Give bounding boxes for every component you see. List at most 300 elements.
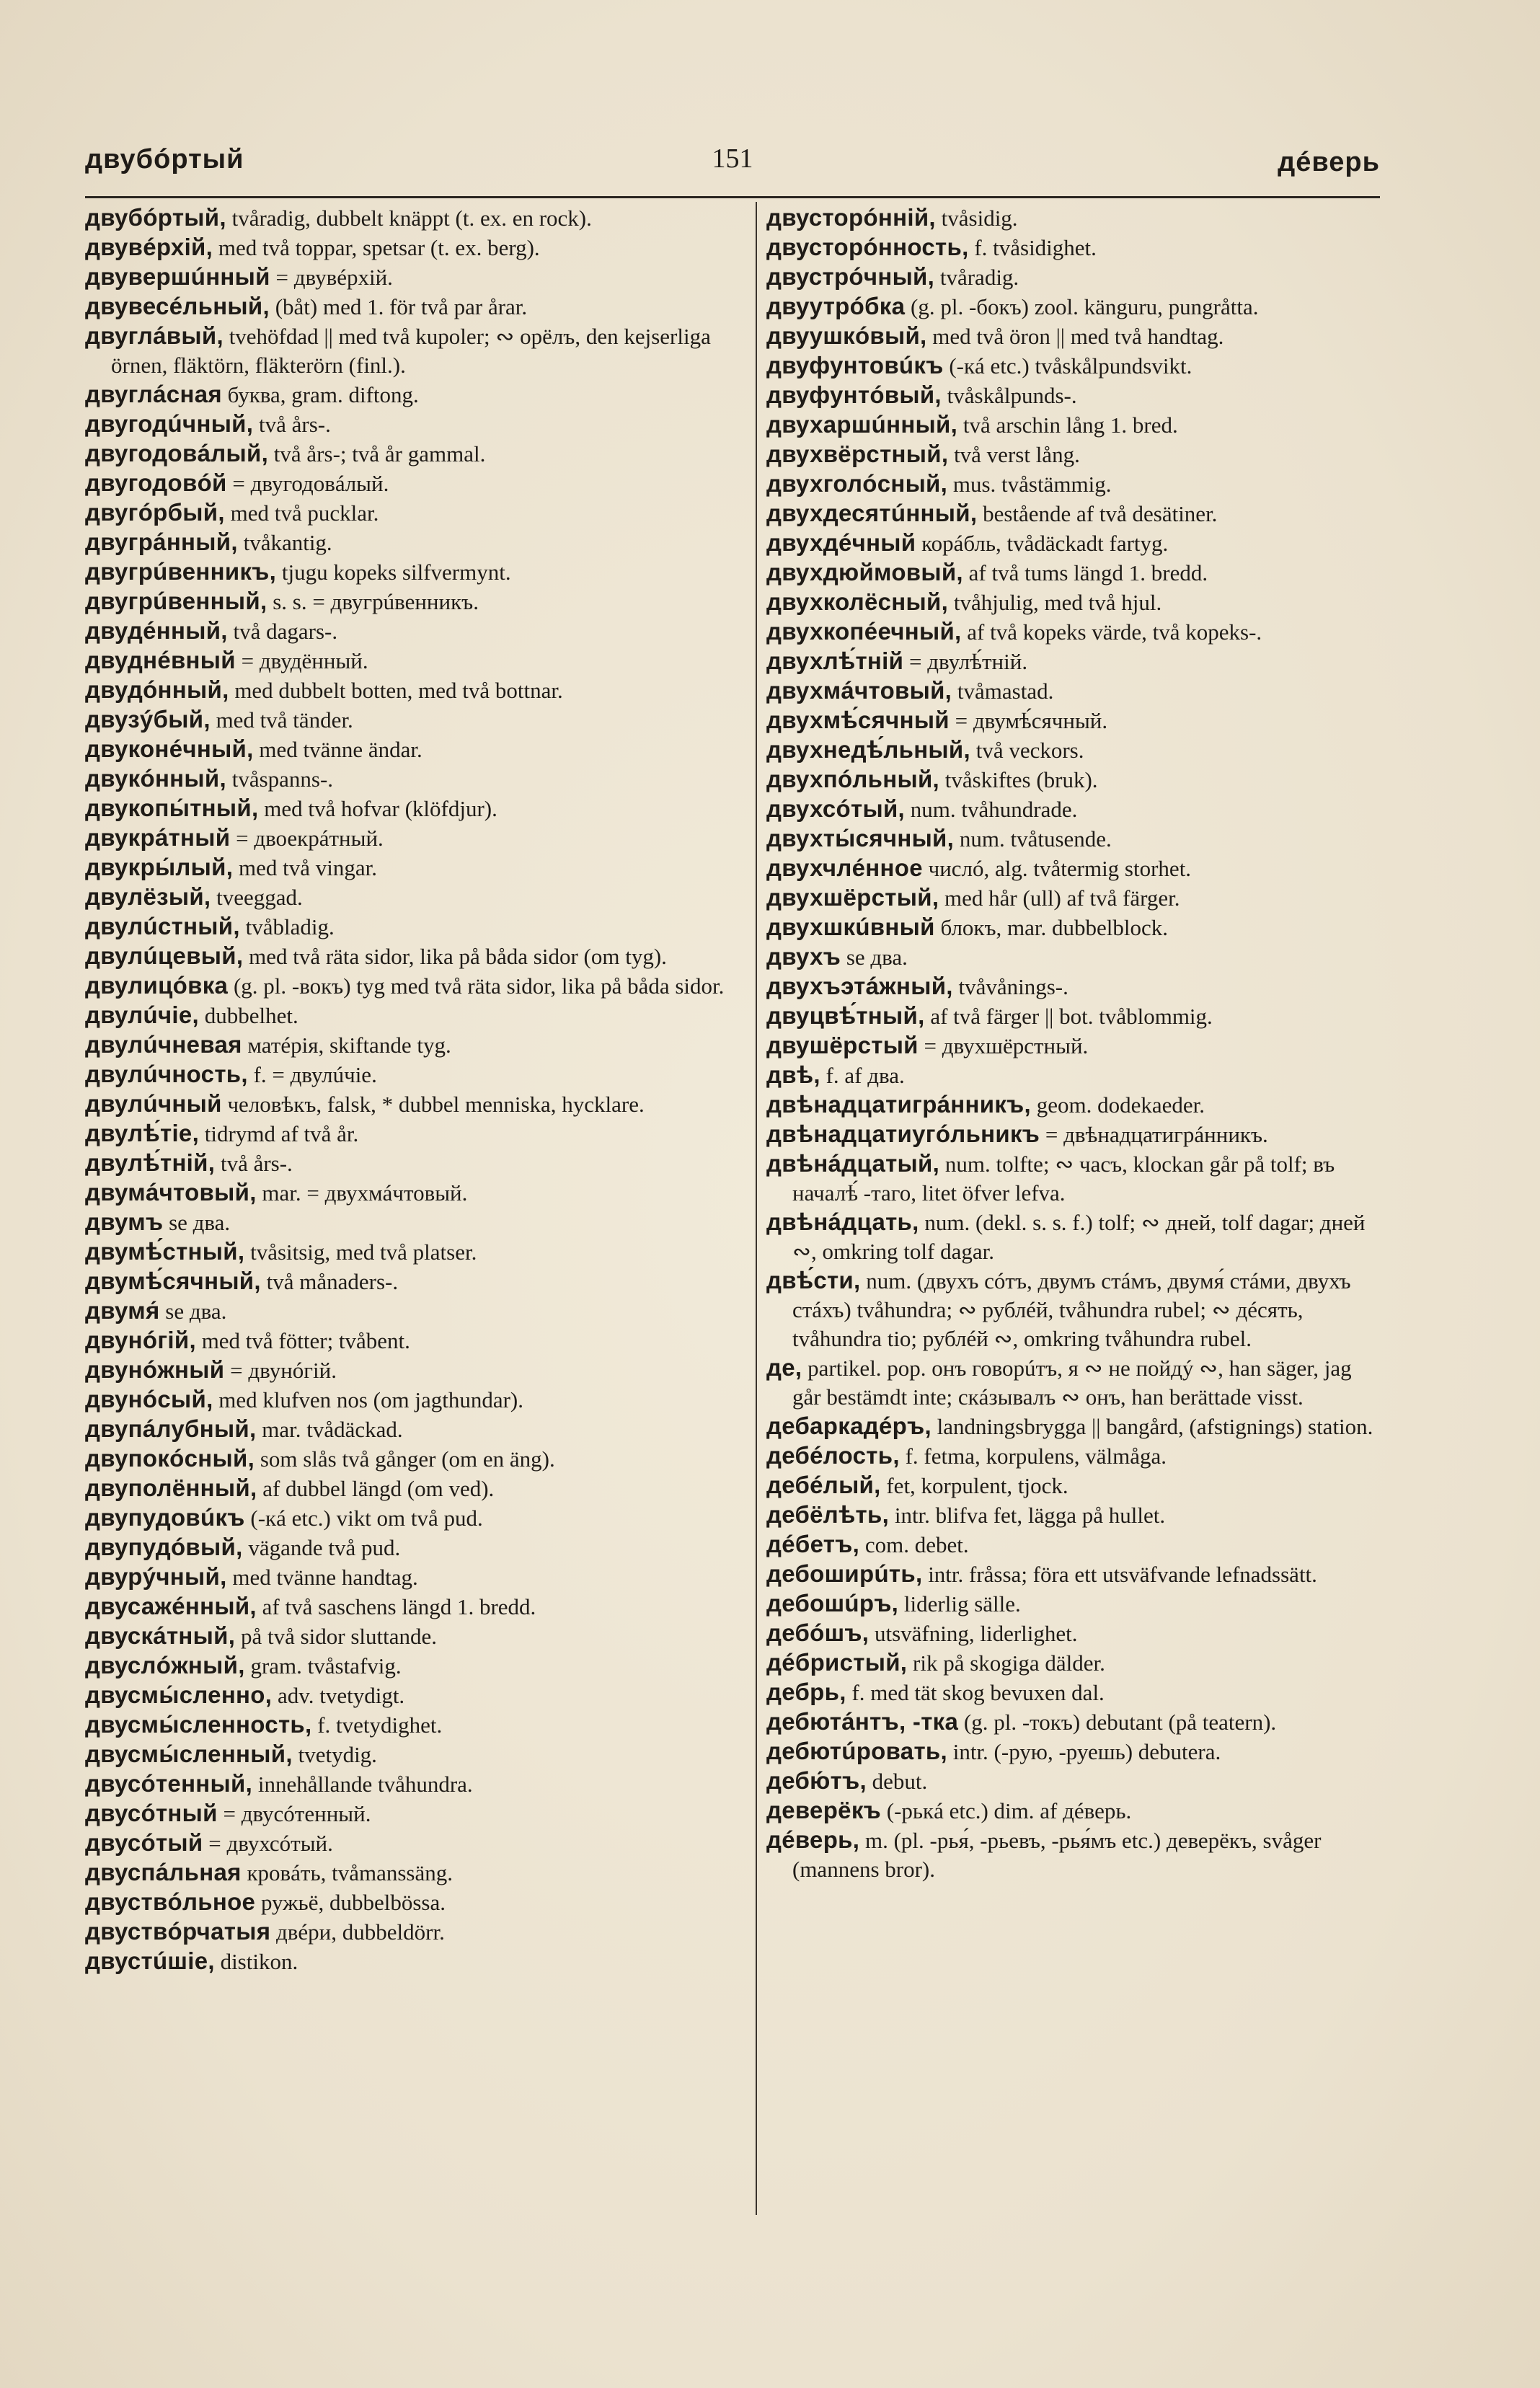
entry-headword: дебёлѣть, — [766, 1501, 890, 1528]
entry-definition: f. fetma, korpulens, välmåga. — [899, 1443, 1167, 1469]
entry-definition: mus. tvåstämmig. — [947, 472, 1112, 497]
dictionary-entry — [766, 558, 1379, 588]
entry-headword: дебютáнтъ, -тка — [766, 1708, 959, 1735]
entry-headword: двумѣ́сячный, — [85, 1268, 261, 1294]
entry-headword: двуствóльное — [85, 1888, 256, 1915]
entry-definition: (-рькá etc.) dim. af дéверь. — [881, 1798, 1132, 1823]
entry-definition: = двумѣ́сячный. — [949, 708, 1108, 733]
entry-definition: tvåradig, dubbelt knäppt (t. ex. en rock). — [226, 205, 592, 231]
entry-headword: двуушкóвый, — [766, 322, 927, 349]
entry-definition: = двугодовáлый. — [226, 471, 389, 496]
dictionary-entry — [85, 676, 743, 705]
dictionary-entry — [766, 1208, 1379, 1266]
entry-definition: = двулѣ́тнiй. — [903, 649, 1028, 674]
entry-definition: af två färger || bot. tvåblommig. — [924, 1004, 1213, 1029]
dictionary-entry — [85, 1533, 743, 1562]
entry-headword: двухдесятúнный, — [766, 500, 978, 526]
entry-headword: двуслóжный, — [85, 1652, 245, 1679]
entry-definition: (-кá etc.) tvåskålpundsvikt. — [943, 353, 1192, 379]
entry-definition: liderlig sälle. — [898, 1591, 1021, 1617]
entry-definition: = двухшёрстный. — [918, 1033, 1089, 1058]
entry-headword: дéверь, — [766, 1826, 860, 1853]
entry-headword: двухмáчтовый, — [766, 677, 952, 704]
dictionary-entry — [766, 588, 1379, 617]
dictionary-entry — [766, 1766, 1379, 1796]
entry-definition: två års-. — [215, 1151, 293, 1176]
dictionary-entry — [85, 203, 743, 233]
dictionary-entry — [85, 528, 743, 557]
entry-definition: tidrymd af två år. — [199, 1121, 359, 1146]
entry-definition: partikel. pop. онъ говорúтъ, я ∾ не пойдý ∾, han säger, jag går bestämdt inte; скáзывалъ ∾ онъ, han berättade visst. — [792, 1356, 1352, 1410]
dictionary-entry — [766, 381, 1379, 410]
entry-definition: tvåbladig. — [239, 914, 335, 939]
entry-definition: af två kopeks värde, två kopeks-. — [961, 619, 1262, 645]
entry-headword: двупокóсный, — [85, 1445, 255, 1472]
entry-headword: двупáлубный, — [85, 1415, 257, 1442]
dictionary-entry — [85, 1001, 743, 1030]
dictionary-entry — [85, 410, 743, 439]
entry-definition: tjugu kopeks silfvermynt. — [276, 560, 511, 585]
entry-headword: двувершúнный — [85, 263, 270, 290]
entry-headword: двулѣ́тiе, — [85, 1120, 200, 1146]
dictionary-entry — [85, 1828, 743, 1858]
entry-definition: = двувéрхiй. — [270, 265, 393, 290]
dictionary-entry — [766, 1120, 1379, 1149]
entry-headword: двухпóльный, — [766, 766, 940, 792]
entry-headword: двухчлéнное — [766, 854, 923, 881]
entry-headword: двулúчный — [85, 1090, 222, 1117]
entry-headword: двуконéчный, — [85, 735, 254, 762]
entry-headword: двугодúчный, — [85, 410, 254, 437]
entry-definition: m. (pl. -рья́, -рьевъ, -рья́мъ etc.) деверёкъ, svåger (mannens bror). — [792, 1828, 1322, 1882]
entry-definition: num. (dekl. s. s. f.) tolf; ∾ дней, tolf dagar; дней ∾, omkring tolf dagar. — [792, 1210, 1366, 1264]
dictionary-entry — [766, 262, 1379, 292]
entry-definition: (g. pl. -вокъ) tyg med två räta sidor, lika på båda sidor. — [228, 973, 725, 999]
entry-headword: двулёзый, — [85, 883, 211, 910]
dictionary-entry — [766, 913, 1379, 942]
dictionary-entry — [766, 972, 1379, 1001]
entry-definition: (g. pl. -бокъ) zool. känguru, pungråtta. — [905, 294, 1259, 319]
entry-headword: двугóрбый, — [85, 499, 225, 526]
entry-definition: = двусóтенный. — [217, 1801, 371, 1826]
dictionary-entry — [766, 203, 1379, 233]
entry-definition: vägande två pud. — [242, 1535, 401, 1560]
entry-headword: двусóтенный, — [85, 1770, 253, 1797]
entry-definition: distikon. — [214, 1949, 298, 1974]
entry-definition: tvåvånings-. — [952, 974, 1068, 999]
entry-headword: двухдюймовый, — [766, 559, 963, 585]
entry-definition: rik på skogiga dälder. — [907, 1650, 1105, 1676]
entry-definition: tvetydig. — [292, 1742, 377, 1767]
entry-definition: adv. tvetydigt. — [272, 1683, 405, 1708]
page-number: 151 — [712, 143, 753, 174]
entry-headword: двухкопéечный, — [766, 618, 962, 645]
entry-headword: двусóтый — [85, 1829, 203, 1856]
dictionary-entry — [766, 1796, 1379, 1826]
dictionary-entry — [85, 439, 743, 469]
dictionary-entry — [85, 1681, 743, 1710]
entry-headword: двусмы́сленно, — [85, 1681, 273, 1708]
entry-headword: де, — [766, 1354, 802, 1381]
dictionary-entry — [85, 1503, 743, 1533]
entry-headword: двуцвѣ́тный, — [766, 1002, 925, 1029]
dictionary-entry — [85, 1385, 743, 1415]
dictionary-entry — [85, 1917, 743, 1947]
entry-definition: двéри, dubbeldörr. — [270, 1919, 445, 1945]
entry-headword: двугрúвенный, — [85, 588, 267, 614]
dictionary-entry — [766, 1471, 1379, 1500]
entry-headword: двускáтный, — [85, 1622, 236, 1649]
dictionary-entry — [766, 469, 1379, 499]
entry-definition: матéрiя, skiftande tyg. — [242, 1032, 451, 1058]
entry-definition: intr. blifva fet, lägga på hullet. — [889, 1503, 1166, 1528]
dictionary-entry — [766, 676, 1379, 706]
dictionary-entry — [766, 1589, 1379, 1619]
entry-definition: tvåspanns-. — [226, 766, 334, 792]
entry-headword: двустрóчный, — [766, 263, 935, 290]
dictionary-entry — [766, 1441, 1379, 1471]
dictionary-entry — [766, 1648, 1379, 1678]
entry-definition: intr. fråssa; föra ett utsväfvande lefnadssätt. — [922, 1562, 1317, 1587]
entry-definition: två verst lång. — [948, 442, 1080, 467]
entry-headword: двумя́ — [85, 1297, 160, 1324]
entry-headword: двулúчневая — [85, 1031, 242, 1058]
dictionary-entry — [766, 706, 1379, 735]
entry-definition: корáбль, tvådäckadt fartyg. — [916, 531, 1169, 556]
entry-definition: f. tvåsidighet. — [968, 235, 1097, 260]
entry-headword: двунóжный — [85, 1356, 225, 1383]
dictionary-entry — [766, 795, 1379, 824]
entry-headword: двѣнáдцатый, — [766, 1150, 940, 1177]
entry-headword: двѣнадцатигрáнникъ, — [766, 1091, 1031, 1118]
dictionary-entry — [766, 942, 1379, 972]
entry-definition: landningsbrygga || bangård, (afstignings) station. — [931, 1414, 1373, 1439]
entry-definition: gram. tvåstafvig. — [244, 1653, 402, 1679]
dictionary-entry — [85, 1296, 743, 1326]
entry-definition: mar. = двухмáчтовый. — [256, 1180, 468, 1206]
entry-definition: två arschin lång 1. bred. — [957, 412, 1178, 438]
entry-headword: двунóсый, — [85, 1386, 213, 1412]
entry-definition: num. tvåtusende. — [954, 826, 1112, 852]
dictionary-entry — [85, 1237, 743, 1267]
entry-headword: двуглáвый, — [85, 322, 224, 349]
entry-headword: двухлѣ́тнiй — [766, 647, 904, 674]
entry-definition: af två tums längd 1. bredd. — [962, 560, 1208, 585]
dictionary-entry — [766, 1530, 1379, 1560]
dictionary-entry — [85, 1799, 743, 1828]
entry-definition: tvåsitsig, med två platser. — [244, 1239, 477, 1265]
entry-definition: utsväfning, liderlighet. — [869, 1621, 1078, 1646]
entry-headword: двубóртый, — [85, 204, 226, 231]
entry-headword: двугрáнный, — [85, 529, 238, 555]
entry-definition: f. med tät skog bevuxen dal. — [846, 1680, 1105, 1705]
entry-headword: дéбристый, — [766, 1649, 908, 1676]
entry-headword: двугрúвенникъ, — [85, 558, 277, 585]
entry-headword: двухъ — [766, 943, 841, 970]
entry-definition: mar. tvådäckad. — [256, 1417, 403, 1442]
entry-definition: tvåskålpunds-. — [941, 383, 1077, 408]
entry-headword: двусмы́сленный, — [85, 1741, 293, 1767]
entry-headword: дебютúровать, — [766, 1738, 947, 1764]
right-column — [766, 203, 1379, 1884]
dictionary-entry — [85, 971, 743, 1001]
entry-definition: debut. — [866, 1769, 928, 1794]
dictionary-entry — [85, 1060, 743, 1089]
dictionary-entry — [766, 1266, 1379, 1353]
dictionary-entry — [766, 824, 1379, 854]
entry-headword: двѣ, — [766, 1061, 820, 1088]
entry-headword: двухдéчный — [766, 529, 916, 556]
dictionary-entry — [85, 1119, 743, 1149]
entry-headword: дебоширúть, — [766, 1560, 923, 1587]
dictionary-entry — [766, 1412, 1379, 1441]
entry-definition: числó, alg. tvåtermig storhet. — [922, 856, 1192, 881]
entry-headword: дéбетъ, — [766, 1531, 860, 1557]
entry-definition: af dubbel längd (om ved). — [257, 1476, 495, 1501]
dictionary-entry — [85, 1740, 743, 1769]
entry-headword: дебéлость, — [766, 1442, 900, 1469]
dictionary-entry — [85, 1888, 743, 1917]
entry-headword: двусторóнность, — [766, 234, 969, 260]
entry-headword: двувесéльный, — [85, 293, 270, 319]
entry-definition: innehållande tvåhundra. — [252, 1772, 473, 1797]
dictionary-entry — [85, 498, 743, 528]
entry-headword: дебю́тъ, — [766, 1767, 867, 1794]
entry-headword: двумѣ́стный, — [85, 1238, 245, 1265]
dictionary-entry — [766, 735, 1379, 765]
dictionary-entry — [85, 557, 743, 587]
entry-headword: двулúчность, — [85, 1061, 248, 1087]
entry-headword: двузýбый, — [85, 706, 211, 733]
entry-headword: двувéрхiй, — [85, 234, 213, 260]
entry-headword: двусóтный — [85, 1800, 218, 1826]
entry-headword: двуднéвный — [85, 647, 236, 673]
dictionary-entry — [766, 410, 1379, 440]
dictionary-entry — [85, 1947, 743, 1976]
entry-definition: s. s. = двугрúвенникъ. — [267, 589, 479, 614]
dictionary-entry — [766, 765, 1379, 795]
dictionary-entry — [766, 1619, 1379, 1648]
entry-headword: двугодовáлый, — [85, 440, 269, 466]
entry-definition: com. debet. — [859, 1532, 969, 1557]
entry-definition: tvåhjulig, med två hjul. — [948, 590, 1162, 615]
dictionary-entry — [766, 529, 1379, 558]
entry-headword: двухнедѣ́льный, — [766, 736, 970, 763]
dictionary-entry — [766, 1061, 1379, 1090]
entry-headword: двудóнный, — [85, 676, 229, 703]
dictionary-entry — [766, 1678, 1379, 1707]
dictionary-entry — [85, 705, 743, 735]
dictionary-entry — [85, 1326, 743, 1356]
entry-definition: med två toppar, spetsar (t. ex. berg). — [213, 235, 540, 260]
entry-headword: двупудовúкъ — [85, 1504, 245, 1531]
entry-definition: geom. dodekaeder. — [1031, 1092, 1205, 1118]
entry-definition: tvåsidig. — [935, 205, 1018, 231]
entry-headword: двугодовóй — [85, 469, 227, 496]
entry-headword: двухмѣ́сячный — [766, 707, 950, 733]
entry-headword: двулúцевый, — [85, 942, 244, 969]
dictionary-entry — [85, 1208, 743, 1237]
dictionary-entry — [85, 883, 743, 912]
entry-definition: med två fötter; tvåbent. — [195, 1328, 410, 1353]
entry-definition: två års-. — [253, 412, 331, 437]
page-header — [85, 137, 1380, 195]
dictionary-entry — [85, 646, 743, 676]
entry-definition: tveeggad. — [211, 885, 303, 910]
entry-definition: två dagars-. — [227, 619, 338, 644]
entry-definition: med två öron || med två handtag. — [926, 324, 1224, 349]
entry-headword: двуполённый, — [85, 1474, 257, 1501]
entry-headword: двухголóсный, — [766, 470, 948, 497]
entry-headword: дебошúръ, — [766, 1590, 899, 1617]
header-last-word: дéверь — [1278, 147, 1380, 177]
entry-definition: кровáть, tvåmanssäng. — [241, 1860, 453, 1885]
entry-definition: två års-; två år gammal. — [268, 441, 486, 466]
entry-headword: дебаркадéръ, — [766, 1412, 931, 1439]
entry-definition: med två räta sidor, lika på båda sidor (om tyg). — [243, 944, 667, 969]
entry-headword: двукóнный, — [85, 765, 226, 792]
entry-definition: två månaders-. — [260, 1269, 399, 1294]
entry-headword: двусторóннiй, — [766, 204, 936, 231]
entry-definition: med dubbelt botten, med två bottnar. — [229, 678, 563, 703]
dictionary-entry — [766, 1090, 1379, 1120]
entry-headword: двудéнный, — [85, 617, 228, 644]
entry-headword: двулúчiе, — [85, 1001, 199, 1028]
dictionary-entry — [766, 1737, 1379, 1766]
entry-headword: двѣнáдцать, — [766, 1208, 919, 1235]
dictionary-entry — [85, 1592, 743, 1622]
entry-definition: se два. — [163, 1210, 231, 1235]
entry-headword: двухаршúнный, — [766, 411, 958, 438]
dictionary-entry — [85, 1562, 743, 1592]
entry-definition: = двоекрáтный. — [230, 826, 384, 851]
dictionary-entry — [85, 1089, 743, 1119]
dictionary-entry — [85, 322, 743, 380]
dictionary-entry — [85, 1622, 743, 1651]
header-rule — [85, 196, 1380, 198]
dictionary-entry — [85, 262, 743, 292]
dictionary-entry — [766, 292, 1379, 322]
entry-definition: = двудённый. — [235, 648, 368, 673]
dictionary-entry — [85, 1474, 743, 1503]
dictionary-entry — [85, 233, 743, 262]
dictionary-entry — [85, 1178, 743, 1208]
left-column — [85, 203, 743, 1976]
dictionary-entry — [766, 1707, 1379, 1737]
entry-headword: двушёрстый — [766, 1032, 919, 1058]
entry-definition: af två saschens längd 1. bredd. — [256, 1594, 536, 1619]
dictionary-entry — [85, 292, 743, 322]
entry-definition: två veckors. — [970, 738, 1084, 763]
entry-definition: человѣкъ, falsk, * dubbel menniska, hycklare. — [221, 1092, 645, 1117]
dictionary-entry — [85, 823, 743, 853]
entry-headword: двухшёрстый, — [766, 884, 939, 911]
dictionary-entry — [85, 1710, 743, 1740]
dictionary-entry — [766, 351, 1379, 381]
entry-definition: = двунóгiй. — [224, 1358, 337, 1383]
dictionary-entry — [85, 1769, 743, 1799]
entry-headword: двухсóтый, — [766, 795, 906, 822]
entry-headword: дебéлый, — [766, 1472, 881, 1498]
entry-definition: intr. (-рую, -руешь) debutera. — [947, 1739, 1221, 1764]
entry-definition: med två pucklar. — [224, 500, 379, 526]
entry-headword: двухколёсный, — [766, 588, 949, 615]
dictionary-entry — [766, 1826, 1379, 1884]
entry-definition: num. tolfte; ∾ часъ, klockan går på tolf; въ началѣ́ -таго, litet öfver lefva. — [792, 1151, 1335, 1206]
dictionary-entry — [766, 1353, 1379, 1412]
entry-headword: двѣнадцатиугóльникъ — [766, 1120, 1040, 1147]
entry-definition: tvåmastad. — [952, 678, 1054, 704]
dictionary-entry — [766, 1031, 1379, 1061]
entry-headword: двукрáтный — [85, 824, 231, 851]
entry-definition: ружьё, dubbelbössa. — [255, 1890, 446, 1915]
dictionary-entry — [85, 794, 743, 823]
dictionary-entry — [766, 617, 1379, 647]
entry-definition: med två hofvar (klöfdjur). — [258, 796, 497, 821]
entry-definition: tvåkantig. — [237, 530, 332, 555]
entry-definition: буква, gram. diftong. — [221, 382, 419, 407]
entry-headword: двухшкúвный — [766, 914, 935, 940]
entry-definition: блокъ, mar. dubbelblock. — [934, 915, 1168, 940]
entry-headword: двухты́сячный, — [766, 825, 955, 852]
dictionary-entry — [85, 853, 743, 883]
dictionary-entry — [85, 735, 743, 764]
dictionary-entry — [766, 233, 1379, 262]
dictionary-entry — [766, 647, 1379, 676]
entry-headword: дебóшъ, — [766, 1619, 869, 1646]
entry-headword: деверёкъ — [766, 1797, 881, 1823]
entry-definition: f. tvetydighet. — [311, 1712, 443, 1738]
entry-definition: tvehöfdad || med två kupoler; ∾ орёлъ, den kejserliga örnen, fläktörn, fläkterörn (finl.). — [111, 324, 711, 378]
entry-definition: = двѣнадцатигрáнникъ. — [1040, 1122, 1268, 1147]
dictionary-entry — [766, 322, 1379, 351]
entry-headword: двурýчный, — [85, 1563, 227, 1590]
entry-headword: двусмы́сленность, — [85, 1711, 312, 1738]
entry-headword: двуствóрчатыя — [85, 1918, 271, 1945]
dictionary-entry — [766, 1001, 1379, 1031]
entry-definition: num. tvåhundrade. — [905, 797, 1078, 822]
entry-headword: двуфунтóвый, — [766, 381, 942, 408]
dictionary-entry — [766, 883, 1379, 913]
dictionary-entry — [85, 1149, 743, 1178]
entry-headword: двумáчтовый, — [85, 1179, 257, 1206]
dictionary-entry — [85, 912, 743, 942]
dictionary-entry — [85, 942, 743, 971]
entry-definition: tvåskiftes (bruk). — [939, 767, 1098, 792]
entry-definition: (-кá etc.) vikt om två pud. — [244, 1505, 483, 1531]
entry-headword: двуфунтовúкъ — [766, 352, 944, 379]
dictionary-entry — [85, 380, 743, 410]
entry-definition: som slås två gånger (om en äng). — [255, 1446, 555, 1472]
entry-headword: двустúшiе, — [85, 1947, 215, 1974]
entry-definition: num. (двухъ сóтъ, двумъ стáмъ, двумя́ стáми, двухъ стáхъ) tvåhundra; ∾ рублéй, tvåhundra rubel; ∾ дéсять, tvåhundra tio; рублéй ∾, omkring tvåhundra rubel. — [792, 1268, 1351, 1351]
entry-definition: dubbelhet. — [199, 1003, 298, 1028]
entry-definition: på två sidor sluttande. — [235, 1624, 438, 1649]
dictionary-entry — [766, 440, 1379, 469]
entry-definition: fet, korpulent, tjock. — [880, 1473, 1068, 1498]
dictionary-entry — [766, 1560, 1379, 1589]
entry-definition: tvåradig. — [934, 265, 1019, 290]
entry-headword: двумъ — [85, 1208, 164, 1235]
entry-headword: двулицóвка — [85, 972, 229, 999]
entry-definition: f. = двулúчiе. — [247, 1062, 377, 1087]
entry-headword: двулúстный, — [85, 913, 240, 939]
entry-headword: двуутрóбка — [766, 293, 906, 319]
dictionary-entry — [766, 1149, 1379, 1208]
entry-definition: = двухсóтый. — [203, 1831, 333, 1856]
dictionary-entry — [766, 1500, 1379, 1530]
entry-definition: med hår (ull) af två färger. — [939, 885, 1180, 911]
